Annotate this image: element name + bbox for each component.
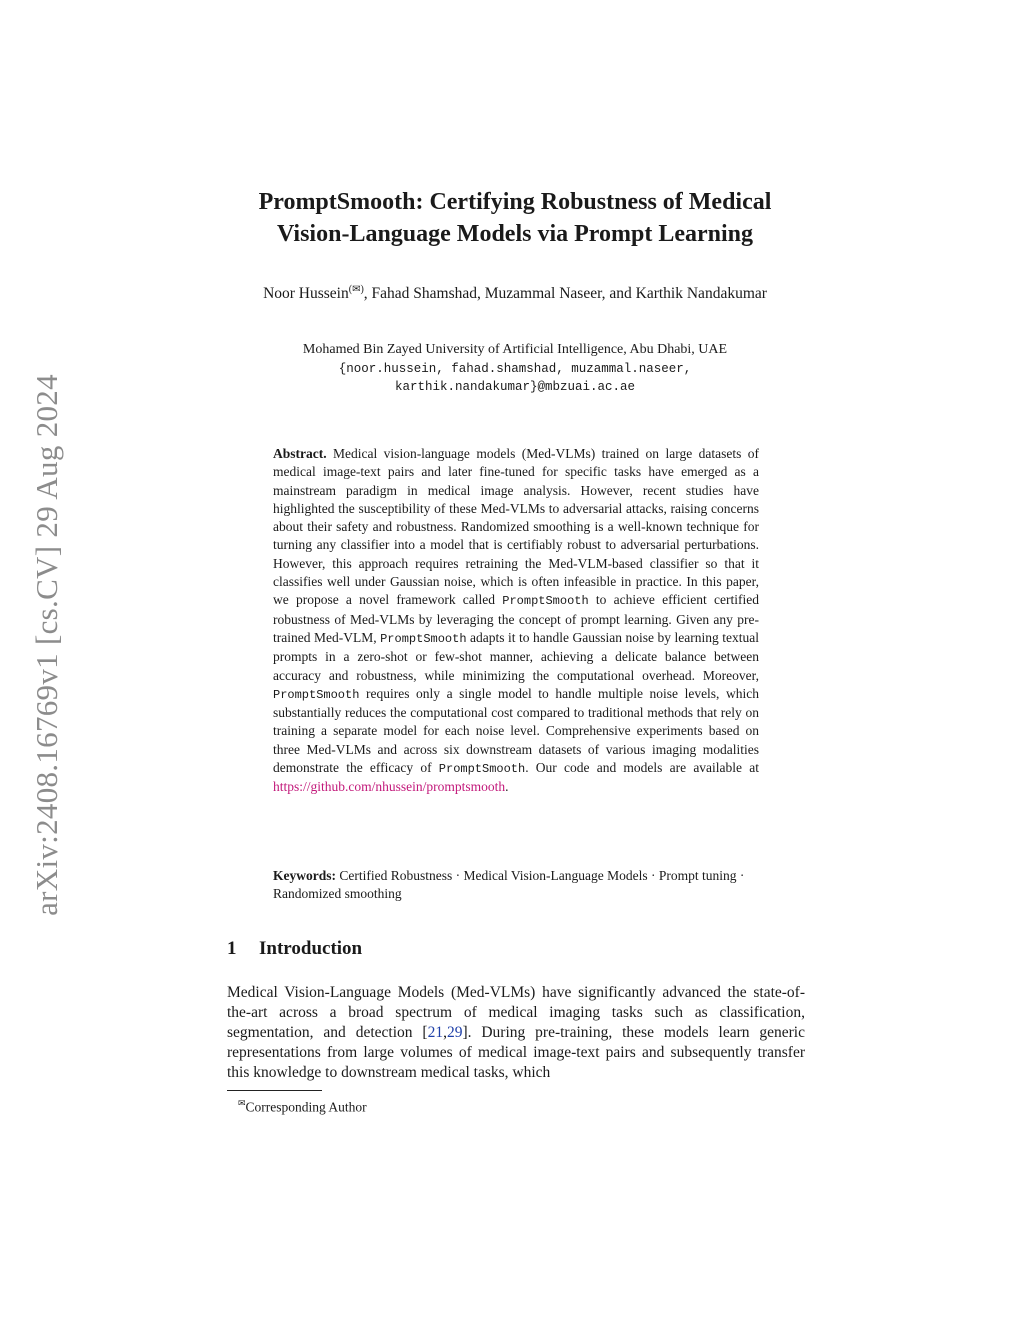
abstract-text-4: requires only a single model to handle multiple noise levels, which substantially reduces the computational cost compared to traditional methods that rely on training a separate model for each noise level. Comprehensive experiments based on three Med-VLMs and across six downstream datasets of various imaging modalities demonstrate the efficacy of (273, 685, 759, 776)
arxiv-sidebar (22, 345, 72, 945)
abstract-text-6: . (505, 779, 509, 795)
abstract-text-3: adapts it to handle Gaussian noise by learning textual prompts in a zero-shot or few-shot manner, achieving a delicate balance between accuracy and robustness, while minimizing the computational overhead. Moreover, (273, 629, 759, 683)
method-name: PromptSmooth (380, 631, 467, 646)
citation-link[interactable]: 29 (446, 1024, 463, 1041)
abstract (273, 445, 759, 797)
title-line-1: PromptSmooth: Certifying Robustness of Medical (258, 189, 772, 215)
paper-title (180, 186, 850, 250)
footnote (238, 1094, 367, 1117)
section-title: Introduction (259, 938, 363, 959)
affiliation: Mohamed Bin Zayed University of Artificial Intelligence, Abu Dhabi, UAE (302, 342, 728, 357)
section-number: 1 (227, 938, 237, 959)
method-name: PromptSmooth (502, 594, 589, 609)
abstract-text-5: . Our code and models are available at (525, 760, 759, 776)
title-line-2: Vision-Language Models via Prompt Learning (276, 221, 754, 247)
abstract-text-1: Medical vision-language models (Med-VLMs) trained on large datasets of medical image-text pairs and later fine-tuned for specific tasks have emerged as a mainstream paradigm in medical image analysis. However, recent studies have highlighted the susceptibility of these Med-VLMs to adversarial attacks, raising concerns about their safety and robustness. Randomized smoothing is a well-known technique for turning any classifier into a model that is certifiably robust to adversarial perturbations. However, this approach requires retraining the Med-VLM-based classifier so that it classifies well under Gaussian noise, which is often infeasible in practice. In this paper, we propose a novel framework called (273, 446, 759, 608)
corresponding-author-mark: (✉) (348, 283, 364, 295)
abstract-text-2: to achieve efficient certified robustness of Med-VLMs by leveraging the concept of prompt learning. Given any pre-trained Med-VLM, (273, 592, 759, 645)
affiliation-block (200, 341, 830, 397)
citation-link[interactable]: 21 (427, 1024, 444, 1041)
arxiv-identifier: arXiv:2408.16769v1 [cs.CV] 29 Aug 2024 (29, 374, 64, 916)
intro-text-2: ]. During pre-training, these models learn generic representations from large volumes of medical image-text pairs and subsequently transfer this knowledge to downstream medical tasks, which (227, 1024, 805, 1081)
introduction-paragraph (227, 983, 805, 1083)
footnote-text: Corresponding Author (245, 1099, 367, 1115)
corresponding-author: Noor Hussein (263, 285, 349, 302)
email-line-1: {noor.hussein, fahad.shamshad, muzammal.naseer, (338, 361, 692, 376)
abstract-label: Abstract. (273, 446, 327, 461)
envelope-icon: ✉ (238, 1098, 246, 1108)
method-name: PromptSmooth (273, 687, 360, 702)
keywords-text: Certified Robustness · Medical Vision-Language Models · Prompt tuning · Randomized smoothing (273, 868, 745, 902)
email-line-2: karthik.nandakumar}@mbzuai.ac.ae (394, 380, 636, 394)
method-name: PromptSmooth (438, 762, 526, 777)
keywords-label: Keywords: (273, 868, 336, 883)
co-authors: , Fahad Shamshad, Muzammal Naseer, and Karthik Nandakumar (363, 285, 767, 302)
citation-separator: , (443, 1024, 447, 1041)
code-repository-link[interactable]: https://github.com/nhussein/promptsmooth (273, 779, 506, 795)
section-heading-introduction (227, 938, 362, 960)
author-list (200, 283, 830, 304)
keywords (273, 867, 759, 904)
intro-text-1: Medical Vision-Language Models (Med-VLMs) have significantly advanced the state-of-the-art across a broad spectrum of medical imaging tasks such as classification, segmentation, and detection [ (227, 984, 805, 1041)
footnote-divider (227, 1090, 322, 1091)
